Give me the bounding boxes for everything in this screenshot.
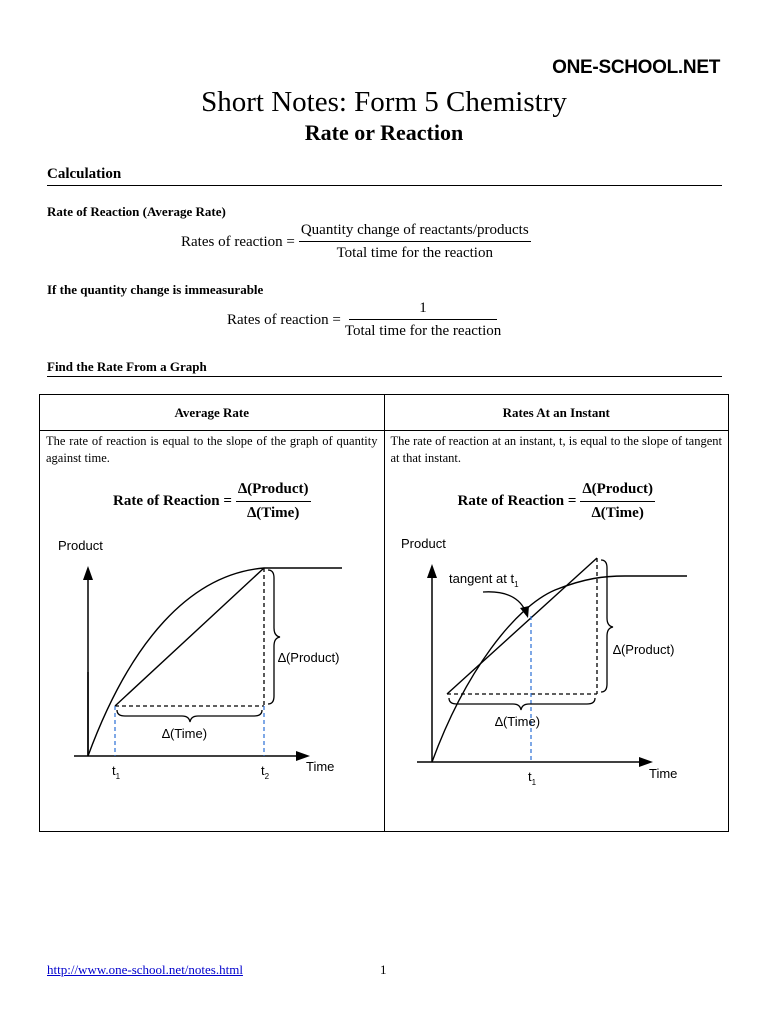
- formula-average-rate: [181, 222, 531, 262]
- page-number: 1: [380, 962, 387, 977]
- product-curve: [432, 576, 687, 762]
- formula-fraction: [345, 300, 501, 340]
- secant-line: [115, 568, 264, 706]
- average-rate-description: The rate of reaction is equal to the slope of the graph of quantity against time.: [46, 434, 378, 465]
- page-subtitle: Rate or Reaction: [304, 120, 464, 145]
- formula-denominator: ∆(Time): [591, 505, 644, 521]
- formula-lhs: Rate of Reaction =: [457, 493, 577, 509]
- formula-lhs: Rates of reaction =: [227, 311, 341, 328]
- cell-average-rate: [40, 431, 385, 832]
- y-axis-arrow-icon: [427, 564, 437, 578]
- formula-denominator: Total time for the reaction: [344, 323, 502, 339]
- formula-denominator: ∆(Time): [247, 505, 300, 521]
- x-axis-label: Time: [648, 766, 677, 781]
- tangent-pointer: [483, 592, 525, 610]
- formula-numerator: 1: [349, 300, 497, 320]
- formula-lhs: Rates of reaction =: [181, 233, 295, 250]
- formula-fraction: [580, 481, 655, 522]
- y-axis-label: Product: [58, 538, 103, 553]
- formula-numerator: ∆(Product): [580, 481, 655, 502]
- product-brace: [601, 560, 613, 692]
- delta-product-label: ∆(Product): [612, 642, 674, 657]
- time-brace: [117, 710, 262, 722]
- y-axis-label: Product: [400, 536, 446, 551]
- delta-product-label: ∆(Product): [278, 650, 340, 665]
- formula-denominator: Total time for the reaction: [336, 245, 493, 261]
- average-rate-graph: [40, 532, 384, 812]
- section-heading-calculation: Calculation: [47, 166, 122, 182]
- formula-fraction: [299, 222, 531, 262]
- t1-label: $t_1$: [527, 769, 536, 787]
- header-average-rate: Average Rate: [40, 395, 385, 431]
- tangent-arrow-icon: [520, 606, 529, 618]
- delta-time-label: ∆(Time): [494, 714, 540, 729]
- formula-lhs: Rate of Reaction =: [113, 493, 232, 509]
- immeasurable-label: If the quantity change is immeasurable: [47, 282, 264, 297]
- t2-label: $t_2$: [261, 763, 270, 781]
- cell-rates-at-instant: [384, 431, 729, 832]
- x-axis-label: Time: [306, 759, 335, 774]
- instant-rate-graph: [385, 532, 729, 812]
- y-axis-arrow-icon: [83, 566, 93, 580]
- product-brace: [268, 570, 280, 704]
- formula-numerator: ∆(Product): [236, 481, 311, 502]
- section-heading-graph: Find the Rate From a Graph: [47, 359, 207, 374]
- instant-rate-description: The rate of reaction at an instant, t, is equal to the slope of tangent at that instant.: [390, 434, 722, 465]
- formula-average-graph: [40, 481, 384, 522]
- section-rule: [47, 185, 722, 186]
- header-rates-at-instant: Rates At an Instant: [384, 395, 729, 431]
- average-rate-label: Rate of Reaction (Average Rate): [47, 204, 226, 219]
- formula-numerator: Quantity change of reactants/products: [299, 222, 531, 242]
- formula-fraction: [236, 481, 311, 522]
- rate-comparison-table: [39, 394, 729, 832]
- page-title: Short Notes: Form 5 Chemistry: [201, 86, 567, 118]
- footer-notes-link[interactable]: http://www.one-school.net/notes.html: [47, 962, 243, 977]
- section-rule: [47, 376, 722, 377]
- formula-instant-graph: [385, 481, 729, 522]
- time-brace: [449, 698, 595, 710]
- tangent-label: tangent at $t_1$: [448, 571, 519, 589]
- delta-time-label: ∆(Time): [162, 726, 208, 741]
- formula-immeasurable: [227, 300, 501, 340]
- t1-label: $t_1$: [112, 763, 121, 781]
- site-brand: ONE-SCHOOL.NET: [552, 57, 720, 78]
